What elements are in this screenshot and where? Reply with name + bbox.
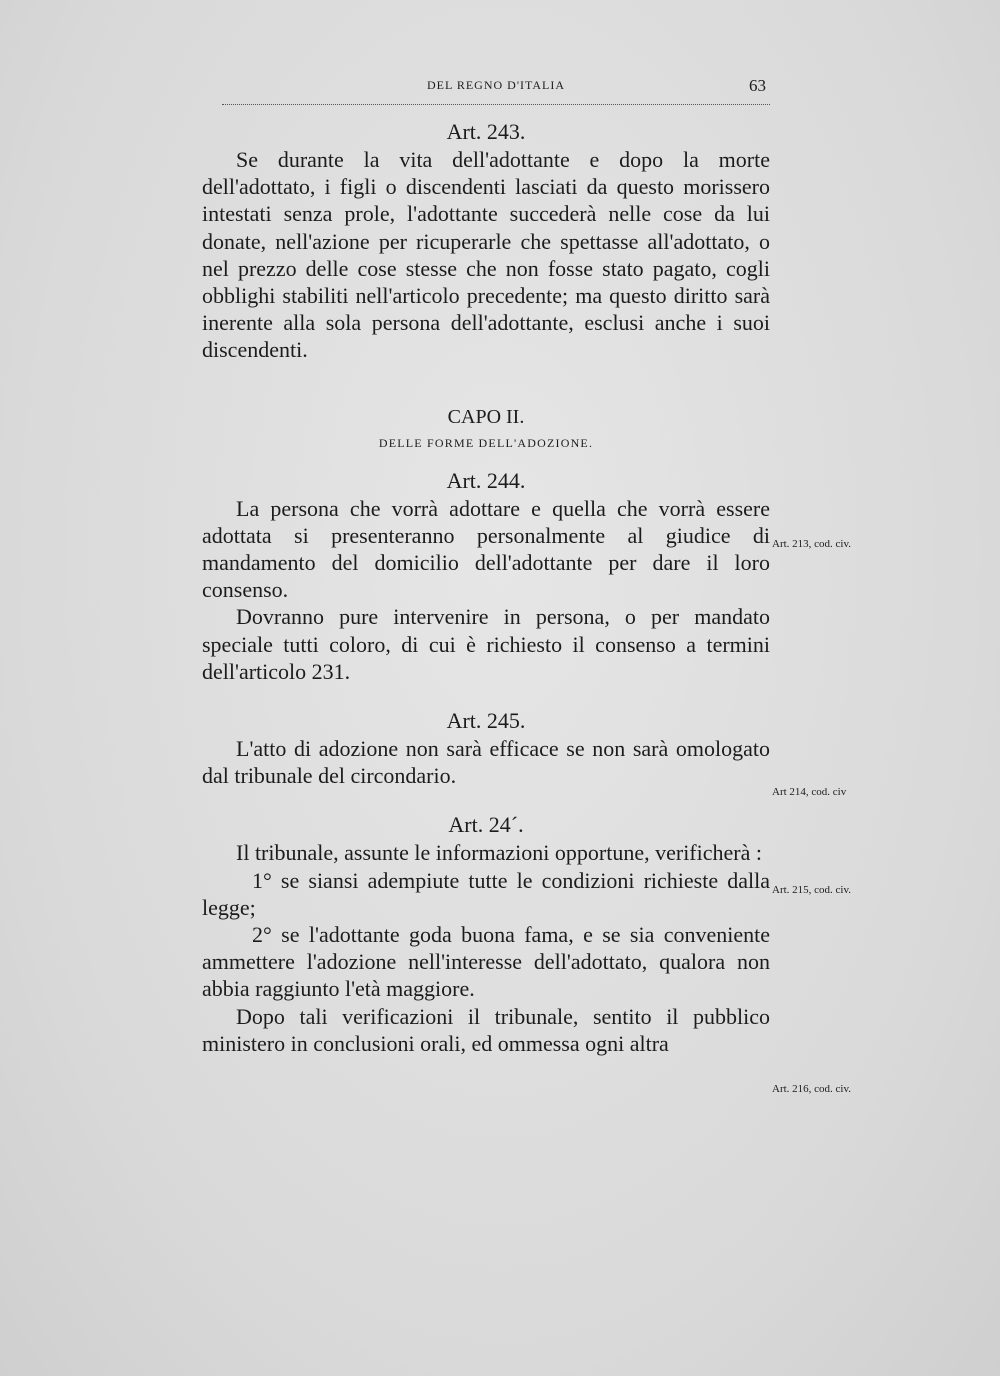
article-paragraph: L'atto di adozione non sarà efficace se non sarà omologato dal tribunale del circondario. <box>202 736 770 789</box>
page-header <box>222 78 770 105</box>
margin-reference: Art 214, cod. civ <box>772 786 847 798</box>
chapter-subtitle: DELLE FORME DELL'ADOZIONE. <box>378 435 594 450</box>
article-paragraph: Se durante la vita dell'adottante e dopo la morte dell'adottato, i figli o discendenti lasciati da questo morissero intestati senza prole, l'adottante succederà nelle cose da lui donate, nell'azione per ricuperarle che spettasse all'adottato, o nel prezzo delle cose stesse che non fosse stato pagato, cogli obblighi stabiliti nell'articolo precedente; ma questo diritto sarà inerente alla sola persona dell'adottante, esclusi anche i suoi discendenti. <box>202 147 770 363</box>
running-title: DEL REGNO D'ITALIA <box>426 78 566 92</box>
article-heading: Art. 243. <box>446 119 526 144</box>
margin-reference: Art. 216, cod. civ. <box>772 1083 852 1095</box>
margin-reference: Art. 213, cod. civ. <box>772 538 852 550</box>
article-paragraph: Il tribunale, assunte le informazioni opportune, verificherà : <box>236 840 762 866</box>
article-paragraph: Dovranno pure intervenire in persona, o per mandato speciale tutti coloro, di cui è richiesto il consenso a termini dell'articolo 231. <box>202 604 770 684</box>
chapter-title: CAPO II. <box>447 405 525 428</box>
article-246 <box>202 811 770 1057</box>
page-body <box>202 118 770 1057</box>
article-245 <box>202 707 770 789</box>
article-paragraph: La persona che vorrà adottare e quella che vorrà essere adottata si presenteranno personalmente al giudice di mandamento del domicilio dell'adottante per dare il loro consenso. <box>202 495 770 603</box>
margin-reference: Art. 215, cod. civ. <box>772 884 852 896</box>
page-number: 63 <box>749 76 766 95</box>
article-heading: Art. 244. <box>446 467 526 493</box>
article-heading: Art. 245. <box>446 708 526 734</box>
list-item: 2° se l'adottante goda buona fama, e se sia conveniente ammettere l'adozione nell'interesse dell'adottato, qualora non abbia raggiunto l'età maggiore. <box>202 922 770 1002</box>
article-243 <box>202 118 770 364</box>
article-heading: Art. 24´. <box>448 812 524 838</box>
article-244 <box>202 467 770 685</box>
list-item: 1° se siansi adempiute tutte le condizioni richieste dalla legge; <box>202 867 770 920</box>
article-paragraph: Dopo tali verificazioni il tribunale, sentito il pubblico ministero in conclusioni orali, ed ommessa ogni altra <box>202 1003 770 1056</box>
